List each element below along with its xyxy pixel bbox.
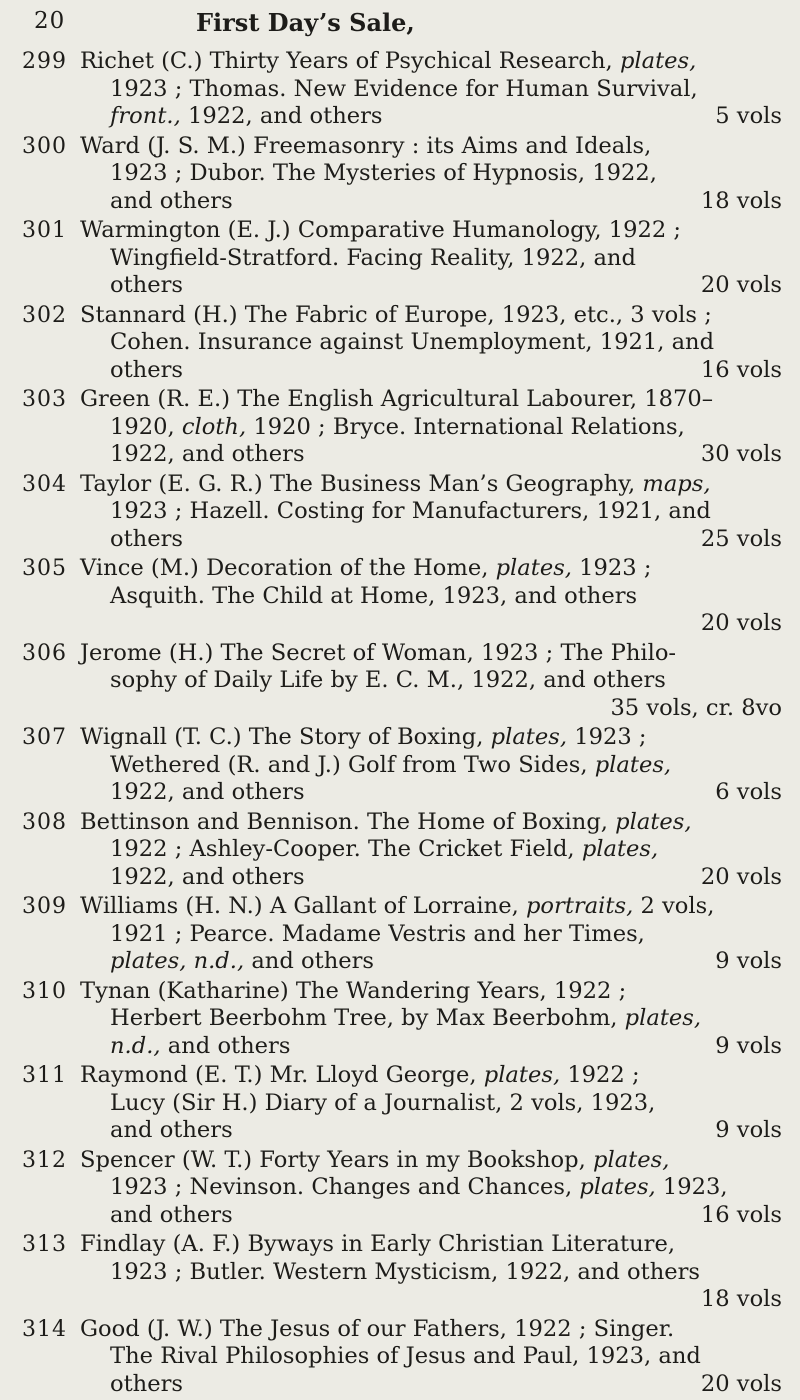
lot-description — [80, 893, 782, 976]
lot-line: 1923 ; Nevinson. Changes and Chances, plates, 1923, — [110, 1174, 728, 1200]
lot-description — [80, 471, 782, 554]
lot-line: 1922 ; Ashley-Cooper. The Cricket Field, plates, — [110, 836, 659, 862]
lot-number: 307 — [22, 725, 67, 750]
lot-number: 308 — [22, 809, 67, 835]
lot-quantity: 25 vols — [700, 525, 782, 552]
lot-quantity: 35 vols, cr. 8vo — [610, 694, 782, 721]
lot-line-text: others — [110, 1370, 183, 1397]
lot-line: sophy of Daily Life by E. C. M., 1922, and others — [110, 667, 666, 693]
lot-quantity: 5 vols — [715, 103, 782, 129]
lot-quantity: 6 vols — [715, 779, 782, 805]
lot-line: Good (J. W.) The Jesus of our Fathers, 1922 ; Singer. — [80, 1315, 675, 1342]
lot-entry — [22, 1062, 782, 1145]
lot-number: 300 — [22, 133, 67, 159]
lot-entry — [22, 1231, 782, 1314]
lot-line: Bettinson and Bennison. The Home of Boxing, plates, — [80, 808, 692, 835]
lot-line — [80, 1202, 782, 1230]
lot-line: Williams (H. N.) A Gallant of Lorraine, portraits, 2 vols, — [80, 893, 715, 919]
lot-line-text: 1922, and others — [110, 441, 305, 467]
lot-description — [80, 48, 782, 131]
lot-entry — [22, 555, 782, 638]
lot-entry — [22, 1316, 782, 1399]
lot-entry — [22, 133, 782, 216]
lot-description — [80, 555, 782, 638]
lot-line — [80, 1033, 782, 1061]
lot-line: Asquith. The Child at Home, 1923, and others — [110, 582, 638, 609]
lot-quantity: 20 vols — [700, 272, 782, 298]
lot-entry — [22, 471, 782, 554]
lot-line: Vince (M.) Decoration of the Home, plates, 1923 ; — [80, 555, 652, 581]
lot-description — [80, 133, 782, 216]
lot-line: Tynan (Katharine) The Wandering Years, 1922 ; — [80, 977, 627, 1004]
running-title: First Day’s Sale, — [196, 8, 415, 37]
lot-line-text: and others — [110, 187, 233, 214]
lot-line: Herbert Beerbohm Tree, by Max Beerbohm, plates, — [110, 1005, 702, 1031]
lot-line: Lucy (Sir H.) Diary of a Journalist, 2 vols, 1923, — [110, 1089, 656, 1116]
lot-line — [80, 441, 782, 469]
lot-quantity: 9 vols — [715, 1032, 782, 1059]
lot-entry — [22, 893, 782, 976]
lot-line-text: others — [110, 272, 183, 298]
lot-quantity: 18 vols — [700, 1286, 782, 1312]
lot-number: 314 — [22, 1316, 67, 1342]
lot-quantity: 20 vols — [700, 1370, 782, 1397]
lot-quantity: 20 vols — [700, 610, 782, 636]
lot-quantity: 9 vols — [715, 948, 782, 974]
lot-line-text: plates, n.d., and others — [110, 948, 375, 974]
lot-entry — [22, 640, 782, 723]
lot-line: The Rival Philosophies of Jesus and Paul, 1923, and — [110, 1343, 701, 1369]
lot-entry — [22, 386, 782, 469]
lot-entry — [22, 217, 782, 300]
lot-description — [80, 386, 782, 469]
lot-description — [80, 809, 782, 892]
lot-line-text: n.d., and others — [110, 1032, 291, 1059]
lot-line: Spencer (W. T.) Forty Years in my Bookshop, plates, — [80, 1146, 670, 1173]
lot-quantity: 16 vols — [700, 1201, 782, 1228]
lot-line-text: 1922, and others — [110, 779, 305, 805]
lot-number: 303 — [22, 387, 67, 412]
lot-line — [80, 1371, 782, 1399]
lot-quantity: 9 vols — [715, 1117, 782, 1143]
lot-number: 309 — [22, 894, 67, 919]
lot-number: 312 — [22, 1147, 67, 1173]
lot-line: Taylor (E. G. R.) The Business Man’s Geography, maps, — [80, 470, 711, 497]
lot-quantity: 16 vols — [700, 356, 782, 383]
lot-line: 1923 ; Thomas. New Evidence for Human Survival, — [110, 75, 698, 102]
lot-description — [80, 1147, 782, 1230]
lot-line: Warmington (E. J.) Comparative Humanology, 1922 ; — [80, 217, 682, 243]
lot-line-text: front., 1922, and others — [110, 103, 383, 129]
lot-line: 1923 ; Butler. Western Mysticism, 1922, and others — [110, 1258, 701, 1285]
lot-quantity: 20 vols — [700, 863, 782, 890]
lot-line-text: others — [110, 525, 183, 552]
lot-description — [80, 1316, 782, 1399]
lot-line — [80, 272, 782, 300]
lot-line — [80, 1117, 782, 1145]
lot-line: Green (R. E.) The English Agricultural Labourer, 1870– — [80, 386, 714, 412]
lot-line: Wingfield-Stratford. Facing Reality, 1922, and — [110, 244, 636, 271]
lot-description — [80, 302, 782, 385]
lot-quantity: 18 vols — [700, 187, 782, 214]
lot-line: Cohen. Insurance against Unemployment, 1921, and — [110, 329, 715, 355]
lot-line: Ward (J. S. M.) Freemasonry : its Aims and Ideals, — [80, 132, 652, 159]
lot-quantity: 30 vols — [700, 441, 782, 467]
lot-number: 306 — [22, 640, 67, 666]
lot-description — [80, 1231, 782, 1314]
lot-line: Wethered (R. and J.) Golf from Two Sides, plates, — [110, 751, 672, 778]
lot-line: 1920, cloth, 1920 ; Bryce. International Relations, — [110, 413, 685, 440]
lot-number: 305 — [22, 556, 67, 581]
lot-line: Richet (C.) Thirty Years of Psychical Research, plates, — [80, 48, 697, 74]
lot-number: 304 — [22, 471, 67, 497]
lot-line: Stannard (H.) The Fabric of Europe, 1923, etc., 3 vols ; — [80, 301, 712, 328]
lot-line: 1921 ; Pearce. Madame Vestris and her Times, — [110, 920, 645, 947]
page-header — [22, 8, 782, 40]
lot-line — [80, 779, 782, 807]
lot-line: 1923 ; Dubor. The Mysteries of Hypnosis, 1922, — [110, 160, 657, 186]
lot-description — [80, 724, 782, 807]
lot-line: Wignall (T. C.) The Story of Boxing, plates, 1923 ; — [80, 724, 647, 750]
lot-line-text: and others — [110, 1117, 233, 1143]
lot-line-text: others — [110, 356, 183, 383]
lot-number: 313 — [22, 1232, 67, 1257]
lot-number: 310 — [22, 978, 67, 1004]
lot-line — [80, 103, 782, 131]
lot-entry — [22, 809, 782, 892]
lot-number: 301 — [22, 218, 67, 243]
lot-number: 302 — [22, 302, 67, 328]
lot-line — [80, 357, 782, 385]
lot-line — [80, 526, 782, 554]
lot-description — [80, 217, 782, 300]
lot-line-text: 1922, and others — [110, 863, 305, 890]
lot-description — [80, 1062, 782, 1145]
lot-line — [80, 188, 782, 216]
lot-line: Jerome (H.) The Secret of Woman, 1923 ; The Philo- — [80, 639, 677, 666]
lot-line-text: and others — [110, 1201, 233, 1228]
lot-list — [22, 48, 782, 1400]
lot-entry — [22, 302, 782, 385]
lot-line — [80, 948, 782, 976]
lot-line: 1923 ; Hazell. Costing for Manufacturers, 1921, and — [110, 498, 711, 524]
lot-entry — [22, 724, 782, 807]
lot-entry — [22, 48, 782, 131]
lot-entry — [22, 1147, 782, 1230]
lot-description — [80, 978, 782, 1061]
lot-line: Findlay (A. F.) Byways in Early Christian Literature, — [80, 1231, 676, 1257]
lot-line: Raymond (E. T.) Mr. Lloyd George, plates, 1922 ; — [80, 1062, 640, 1088]
lot-line — [80, 864, 782, 892]
page-number: 20 — [34, 8, 66, 34]
lot-entry — [22, 978, 782, 1061]
lot-number: 299 — [22, 49, 67, 74]
lot-description — [80, 640, 782, 723]
lot-number: 311 — [22, 1063, 67, 1088]
